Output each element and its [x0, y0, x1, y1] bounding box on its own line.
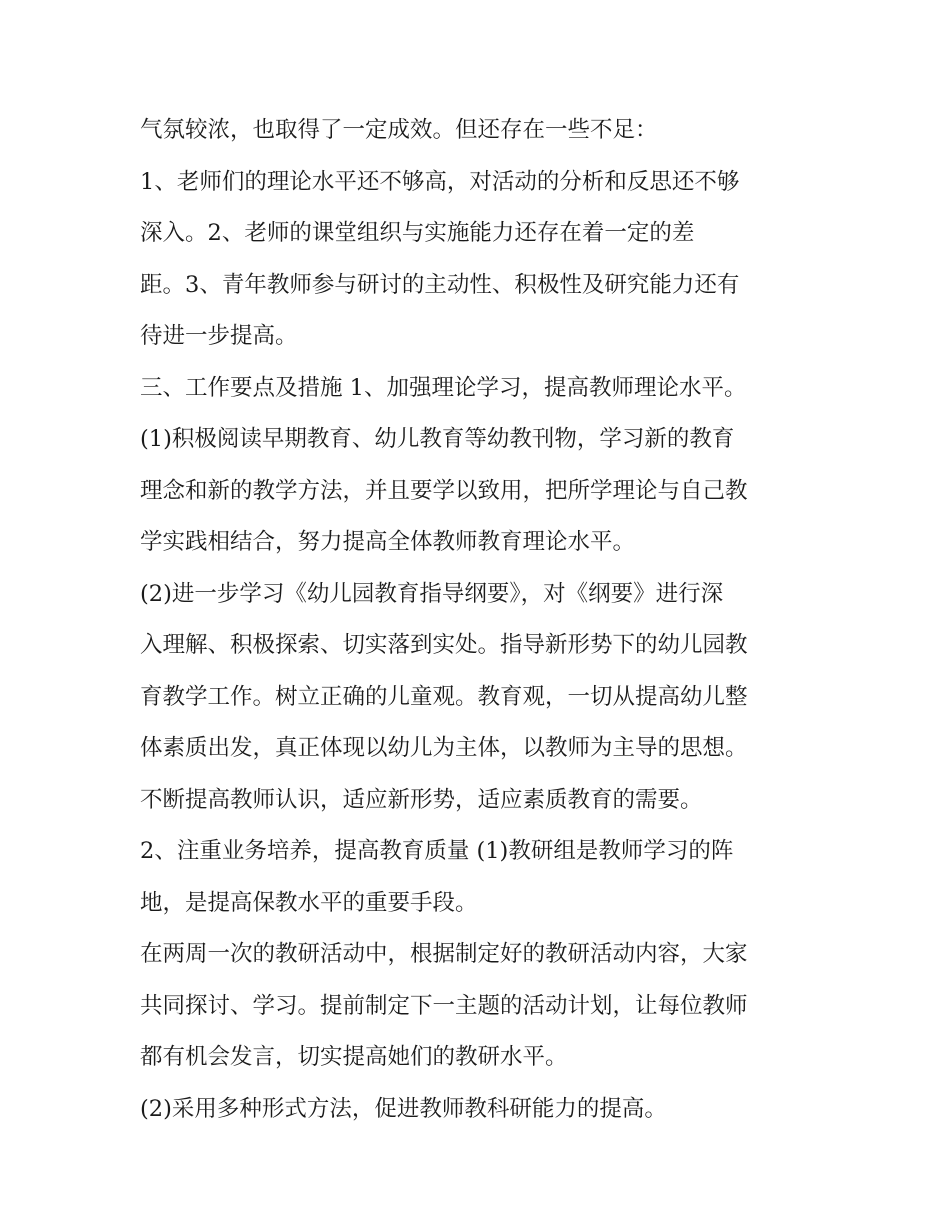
text-line: 共同探讨、学习。提前制定下一主题的活动计划，让每位教师 — [140, 992, 748, 1019]
text-line: 学实践相结合，努力提高全体教师教育理论水平。 — [140, 529, 636, 555]
text-line: 在两周一次的教研活动中，根据制定好的教研活动内容，大家 — [140, 941, 748, 967]
text-line: 1、老师们的理论水平还不够高，对活动的分析和反思还不够 — [140, 168, 740, 195]
text-line: 待进一步提高。 — [140, 323, 298, 349]
text-line: 体素质出发，真正体现以幼儿为主体，以教师为主导的思想。 — [140, 735, 748, 761]
text-line: 不断提高教师认识，适应新形势，适应素质教育的需要。 — [140, 786, 703, 813]
body-text — [140, 105, 820, 1135]
text-line: 地，是提高保教水平的重要手段。 — [140, 889, 478, 916]
text-line: (2)采用多种形式方法，促进教师教科研能力的提高。 — [140, 1095, 667, 1122]
text-line: 气氛较浓，也取得了一定成效。但还存在一些不足： — [140, 117, 658, 143]
text-line: 育教学工作。树立正确的儿童观。教育观，一切从提高幼儿整 — [140, 683, 748, 710]
text-line: 理念和新的教学方法，并且要学以致用，把所学理论与自己教 — [140, 477, 748, 504]
text-line: 入理解、积极探索、切实落到实处。指导新形势下的幼儿园教 — [140, 632, 748, 658]
text-line: 2、注重业务培养，提高教育质量 (1)教研组是教师学习的阵 — [140, 838, 734, 864]
text-line: (2)进一步学习《幼儿园教育指导纲要》，对《纲要》进行深 — [140, 580, 724, 607]
text-line: 都有机会发言，切实提高她们的教研水平。 — [140, 1044, 568, 1070]
text-line: 三、工作要点及措施 1、加强理论学习，提高教师理论水平。 — [140, 374, 747, 401]
text-line: 距。3、青年教师参与研讨的主动性、积极性及研究能力还有 — [140, 271, 740, 298]
text-line: (1)积极阅读早期教育、幼儿教育等幼教刊物，学习新的教育 — [140, 426, 735, 452]
text-line: 深入。2、老师的课堂组织与实施能力还存在着一定的差 — [140, 220, 695, 246]
